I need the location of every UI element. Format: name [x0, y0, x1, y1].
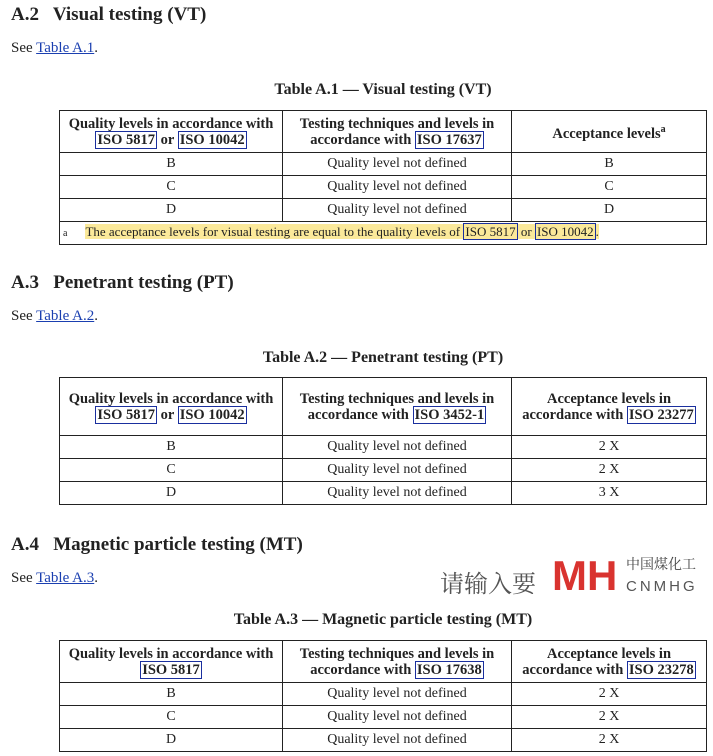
text: Acceptance levels in accordance with [522, 390, 672, 423]
standard-reference-link[interactable]: ISO 5817 [97, 131, 156, 148]
table-cell: D [60, 482, 283, 505]
footnote-mark: a [63, 228, 68, 239]
section-heading: A.3 Penetrant testing (PT) [11, 272, 234, 293]
data-table [59, 110, 707, 245]
standard-reference-link[interactable]: ISO 5817 [465, 224, 516, 239]
table-link[interactable]: Table A.1 [36, 40, 95, 56]
period: . [94, 308, 98, 324]
table-cell: B [512, 153, 707, 176]
standard-reference-link[interactable]: ISO 10042 [179, 406, 245, 423]
section-heading: A.4 Magnetic particle testing (MT) [11, 534, 303, 555]
watermark-text: 请输入要 [440, 572, 536, 598]
footnote-text [85, 224, 598, 239]
table-cell: 2 X [512, 706, 707, 729]
table-row [60, 729, 707, 752]
table-cell: Quality level not defined [283, 459, 512, 482]
text: or [517, 224, 535, 239]
header-row [60, 111, 707, 153]
text: . [595, 224, 599, 239]
table-link[interactable]: Table A.2 [36, 308, 95, 324]
watermark [440, 552, 710, 602]
footnote [60, 222, 707, 245]
column-header [60, 378, 283, 436]
see-text: See [11, 40, 37, 56]
column-header [512, 378, 707, 436]
table-cell: D [512, 199, 707, 222]
see-text: See [11, 570, 37, 586]
column-header [283, 111, 512, 153]
table-cell: Quality level not defined [283, 482, 512, 505]
table-cell: B [60, 683, 283, 706]
see-text: See [11, 308, 37, 324]
text: or [157, 406, 178, 423]
table-caption: Table A.3 — Magnetic particle testing (MT) [233, 611, 533, 628]
table-cell: C [60, 706, 283, 729]
table-caption: Table A.1 — Visual testing (VT) [274, 81, 492, 98]
column-header [60, 641, 283, 683]
table-cell: Quality level not defined [283, 436, 512, 459]
column-header [512, 641, 707, 683]
header-row [60, 378, 707, 436]
table-cell: Quality level not defined [283, 706, 512, 729]
text: Testing techniques and levels in accordance with [299, 115, 495, 148]
standard-reference-link[interactable]: ISO 3452-1 [414, 406, 485, 423]
see-reference [11, 308, 98, 325]
see-reference [11, 40, 98, 57]
standard-reference-link[interactable]: ISO 17637 [416, 131, 482, 148]
text: The acceptance levels for visual testing are equal to the quality levels of [85, 224, 464, 239]
data-table [59, 640, 707, 752]
standard-reference-link[interactable]: ISO 5817 [142, 661, 200, 678]
table-cell: C [60, 459, 283, 482]
table-cell: C [512, 176, 707, 199]
table-row [60, 683, 707, 706]
table-row [60, 482, 707, 505]
header-row [60, 641, 707, 683]
table-row [60, 436, 707, 459]
watermark-en: CNMHG [626, 578, 698, 595]
standard-reference-link[interactable]: ISO 17638 [416, 661, 482, 678]
table-caption: Table A.2 — Penetrant testing (PT) [262, 349, 504, 366]
table-row [60, 459, 707, 482]
table-link[interactable]: Table A.3 [36, 570, 95, 586]
table-cell: B [60, 153, 283, 176]
column-header [512, 111, 707, 153]
table-cell: Quality level not defined [283, 176, 512, 199]
table-cell: C [60, 176, 283, 199]
text: or [157, 131, 178, 148]
table-row [60, 176, 707, 199]
text: Acceptance levels in accordance with [522, 645, 672, 678]
table-row [60, 153, 707, 176]
text: Quality levels in accordance with [68, 390, 274, 407]
table-cell: 3 X [512, 482, 707, 505]
table-cell: 2 X [512, 683, 707, 706]
table-cell: Quality level not defined [283, 729, 512, 752]
table-row [60, 706, 707, 729]
text: Testing techniques and levels in accordance with [299, 390, 495, 423]
table-cell: D [60, 729, 283, 752]
table-cell: D [60, 199, 283, 222]
see-reference [11, 570, 98, 587]
column-header [283, 641, 512, 683]
standard-reference-link[interactable]: ISO 10042 [179, 131, 245, 148]
table-cell: 2 X [512, 459, 707, 482]
column-header [60, 111, 283, 153]
table-cell: Quality level not defined [283, 153, 512, 176]
table-cell: 2 X [512, 436, 707, 459]
standard-reference-link[interactable]: ISO 23277 [628, 406, 694, 423]
text: Acceptance levels [552, 125, 661, 142]
footnote-marker: a [660, 123, 666, 135]
column-header [283, 378, 512, 436]
text: Quality levels in accordance with [68, 645, 274, 662]
standard-reference-link[interactable]: ISO 5817 [97, 406, 156, 423]
table-cell: B [60, 436, 283, 459]
table-cell: 2 X [512, 729, 707, 752]
data-table [59, 377, 707, 505]
text: Quality levels in accordance with [68, 115, 274, 132]
period: . [94, 40, 98, 56]
standard-reference-link[interactable]: ISO 10042 [536, 224, 594, 239]
section-heading: A.2 Visual testing (VT) [11, 4, 207, 25]
text: Testing techniques and levels in accordance with [299, 645, 495, 678]
watermark-cn: 中国煤化工 [626, 557, 696, 573]
table-cell: Quality level not defined [283, 683, 512, 706]
footnote-row [60, 222, 707, 245]
table-cell: Quality level not defined [283, 199, 512, 222]
watermark-logo: MH [552, 552, 618, 599]
table-row [60, 199, 707, 222]
period: . [94, 570, 98, 586]
standard-reference-link[interactable]: ISO 23278 [628, 661, 694, 678]
